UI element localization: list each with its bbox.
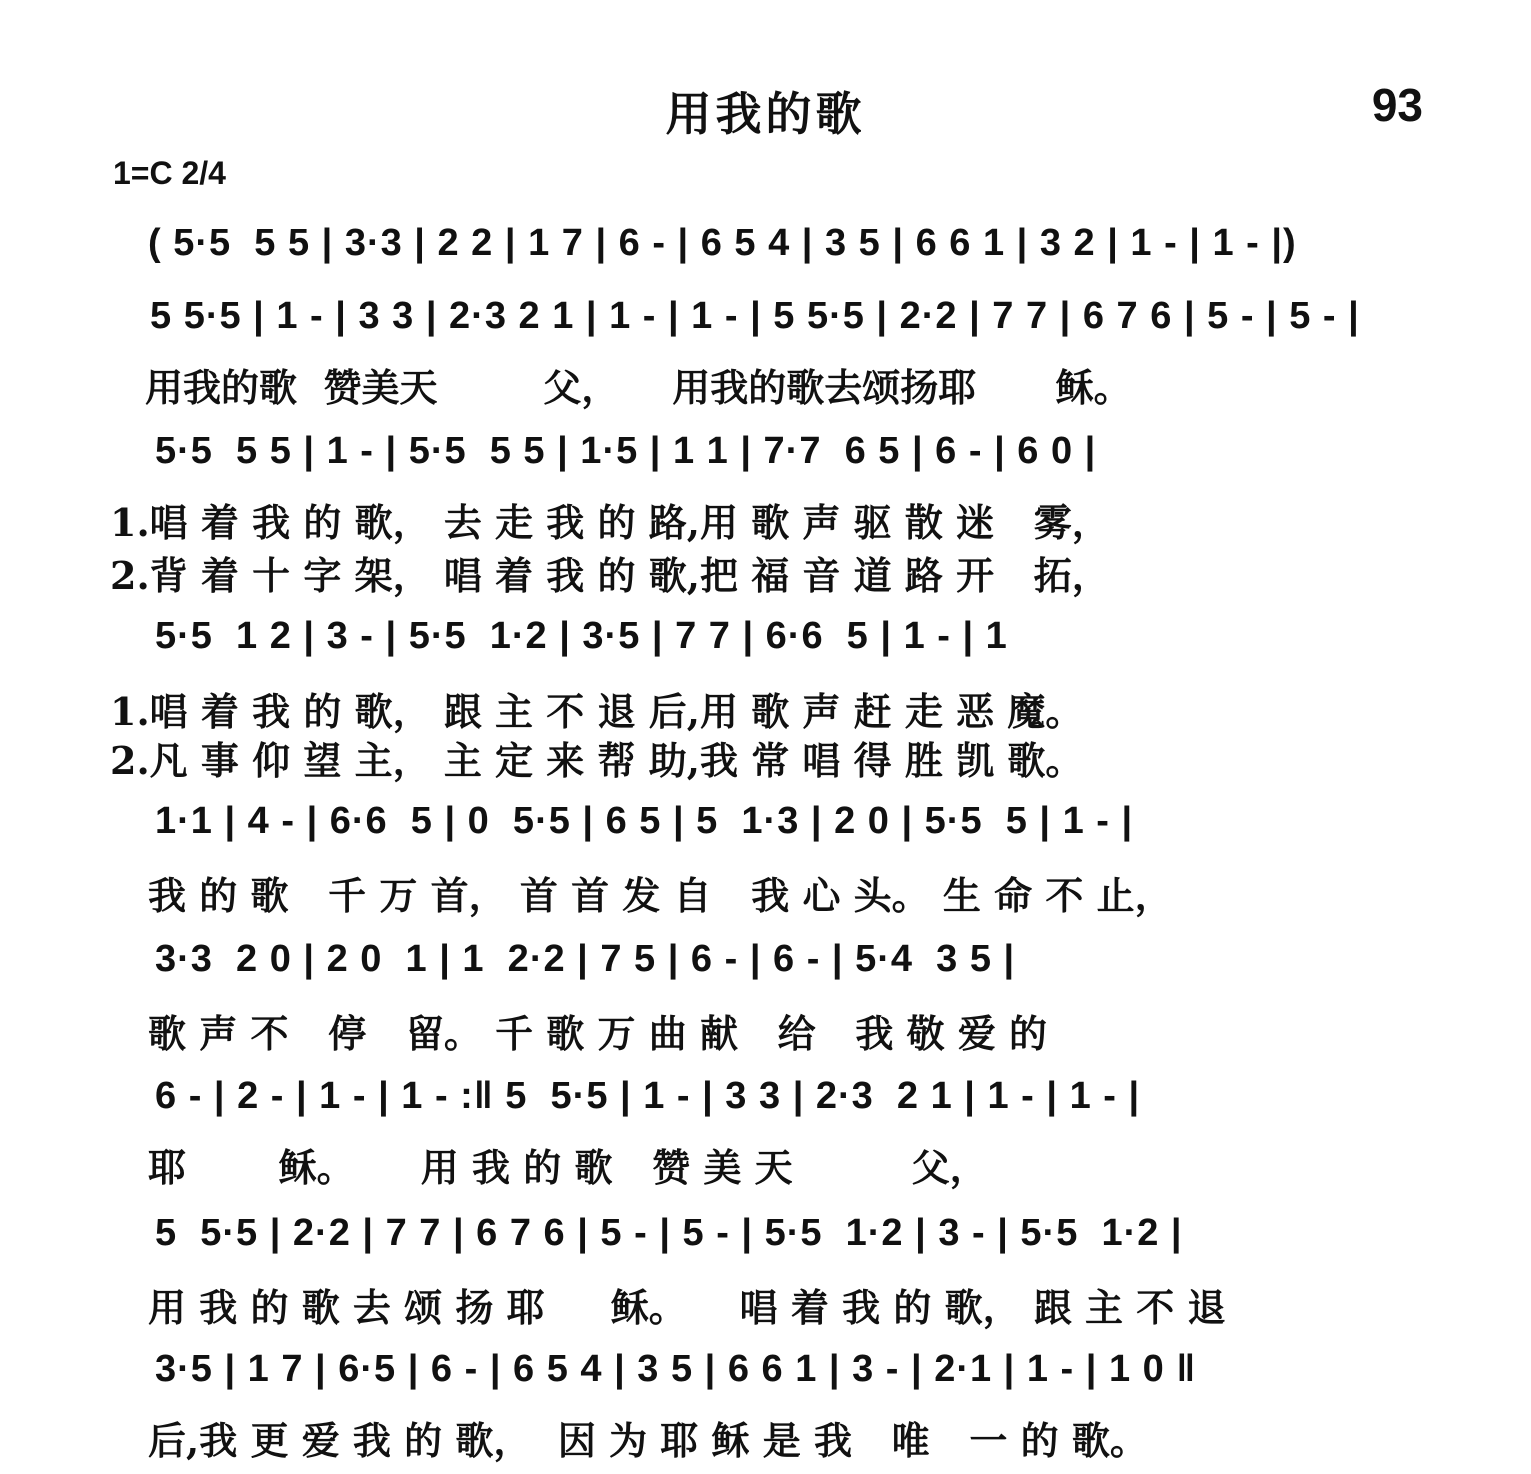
notation-line: 6 - | 2 - | 1 - | 1 - :‖ 5 5·5 | 1 - | 3 3 | 2·3 2 1 | 1 - | 1 - | (155, 1075, 1141, 1117)
lyric-line: 用我的歌 赞美天 父， 用我的歌去颂扬耶 稣。 (145, 365, 1132, 410)
notation-line: 5·5 1 2 | 3 - | 5·5 1·2 | 3·5 | 7 7 | 6·6 5 | 1 - | 1 (155, 615, 1008, 657)
key-signature: 1=C 2/4 (113, 155, 226, 191)
lyric-line: 歌 声 不 停 留。 千 歌 万 曲 献 给 我 敬 爱 的 (148, 1011, 1048, 1056)
notation-line: 3·3 2 0 | 2 0 1 | 1 2·2 | 7 5 | 6 - | 6 - | 5·4 3 5 | (155, 938, 1016, 980)
notation-line: 5·5 5 5 | 1 - | 5·5 5 5 | 1·5 | 1 1 | 7·7 6 5 | 6 - | 6 0 | (155, 430, 1097, 472)
notation-line: 1·1 | 4 - | 6·6 5 | 0 5·5 | 6 5 | 5 1·3 | 2 0 | 5·5 5 | 1 - | (155, 800, 1134, 842)
notation-line: 3·5 | 1 7 | 6·5 | 6 - | 6 5 4 | 3 5 | 6 6 1 | 3 - | 2·1 | 1 - | 1 0 ‖ (155, 1348, 1197, 1390)
hymn-number: 93 (1371, 79, 1423, 131)
song-title: 用我的歌 (665, 87, 866, 141)
lyric-line: 耶 稣。 用 我 的 歌 赞 美 天 父， (148, 1145, 988, 1190)
lyric-line-verse-2: 2.凡 事 仰 望 主， 主 定 来 帮 助,我 常 唱 得 胜 凯 歌。 (110, 738, 1084, 783)
lyric-line-verse-2: 2.背 着 十 字 架， 唱 着 我 的 歌,把 福 音 道 路 开 拓， (110, 553, 1110, 598)
lyric-line: 我 的 歌 千 万 首， 首 首 发 自 我 心 头。 生 命 不 止， (148, 873, 1173, 918)
lyric-line: 用 我 的 歌 去 颂 扬 耶 稣。 唱 着 我 的 歌， 跟 主 不 退 (148, 1285, 1226, 1330)
lyric-line: 后,我 更 爱 我 的 歌， 因 为 耶 稣 是 我 唯 一 的 歌。 (148, 1418, 1148, 1463)
notation-line: 5 5·5 | 1 - | 3 3 | 2·3 2 1 | 1 - | 1 - | 5 5·5 | 2·2 | 7 7 | 6 7 6 | 5 - | 5 - | (150, 295, 1360, 337)
notation-line: ( 5·5 5 5 | 3·3 | 2 2 | 1 7 | 6 - | 6 5 4 | 3 5 | 6 6 1 | 3 2 | 1 - | 1 - |) (148, 222, 1297, 264)
notation-line: 5 5·5 | 2·2 | 7 7 | 6 7 6 | 5 - | 5 - | 5·5 1·2 | 3 - | 5·5 1·2 | (155, 1212, 1183, 1254)
lyric-line-verse-1: 1.唱 着 我 的 歌， 去 走 我 的 路,用 歌 声 驱 散 迷 雾， (110, 500, 1110, 545)
lyric-line-verse-1: 1.唱 着 我 的 歌， 跟 主 不 退 后,用 歌 声 赶 走 恶 魔。 (110, 689, 1084, 734)
